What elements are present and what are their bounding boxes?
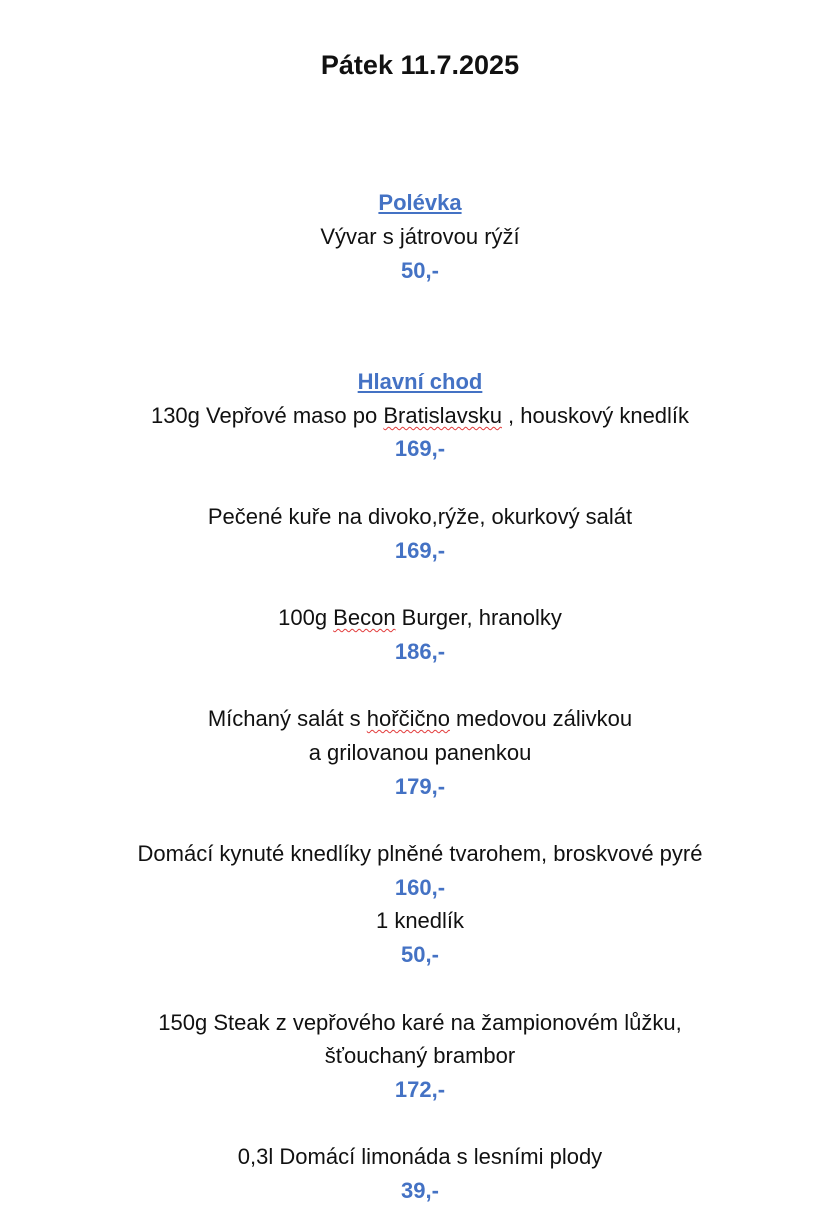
item-3-text-b: Burger, hranolky [395,605,562,630]
item-5-price: 160,- [394,875,446,900]
item-5-variant-price: 50,- [401,942,439,967]
soup-price: 50,- [401,258,439,283]
item-1-text-a: 130g Vepřové maso po [150,403,384,428]
soup-name: Vývar s játrovou rýží [320,224,520,249]
spellcheck-word: hořčično [366,706,450,731]
item-2-price: 169,- [394,538,446,563]
item-2-name: Pečené kuře na divoko,rýže, okurkový salát [207,504,633,529]
main-heading: Hlavní chod [357,369,483,394]
soup-heading: Polévka [378,190,462,215]
item-6-name: 150g Steak z vepřového karé na žampionovém lůžku, [158,1010,682,1035]
item-4-price: 179,- [394,774,446,799]
item-3-price: 186,- [394,639,446,664]
item-4-name [0,704,840,734]
item-7-price: 39,- [401,1178,439,1203]
item-1-price: 169,- [394,436,446,461]
spellcheck-word: Becon [333,605,396,630]
item-4-text-b: medovou zálivkou [449,706,633,731]
item-4-text-a: Míchaný salát s [207,706,367,731]
item-3-text-a: 100g [278,605,334,630]
item-1-name [0,401,840,431]
spellcheck-word: Bratislavsku [383,403,502,428]
page-title: Pátek 11.7.2025 [320,50,520,80]
item-5-name: Domácí kynuté knedlíky plněné tvarohem, broskvové pyré [137,841,703,866]
item-5-variant-name: 1 knedlík [375,908,465,933]
item-6-name-line2: šťouchaný brambor [324,1043,516,1068]
item-7-name: 0,3l Domácí limonáda s lesními plody [237,1144,603,1169]
item-6-price: 172,- [394,1077,446,1102]
item-3-name [0,603,840,633]
item-4-name-line2: a grilovanou panenkou [308,740,532,765]
item-1-text-b: , houskový knedlík [501,403,690,428]
